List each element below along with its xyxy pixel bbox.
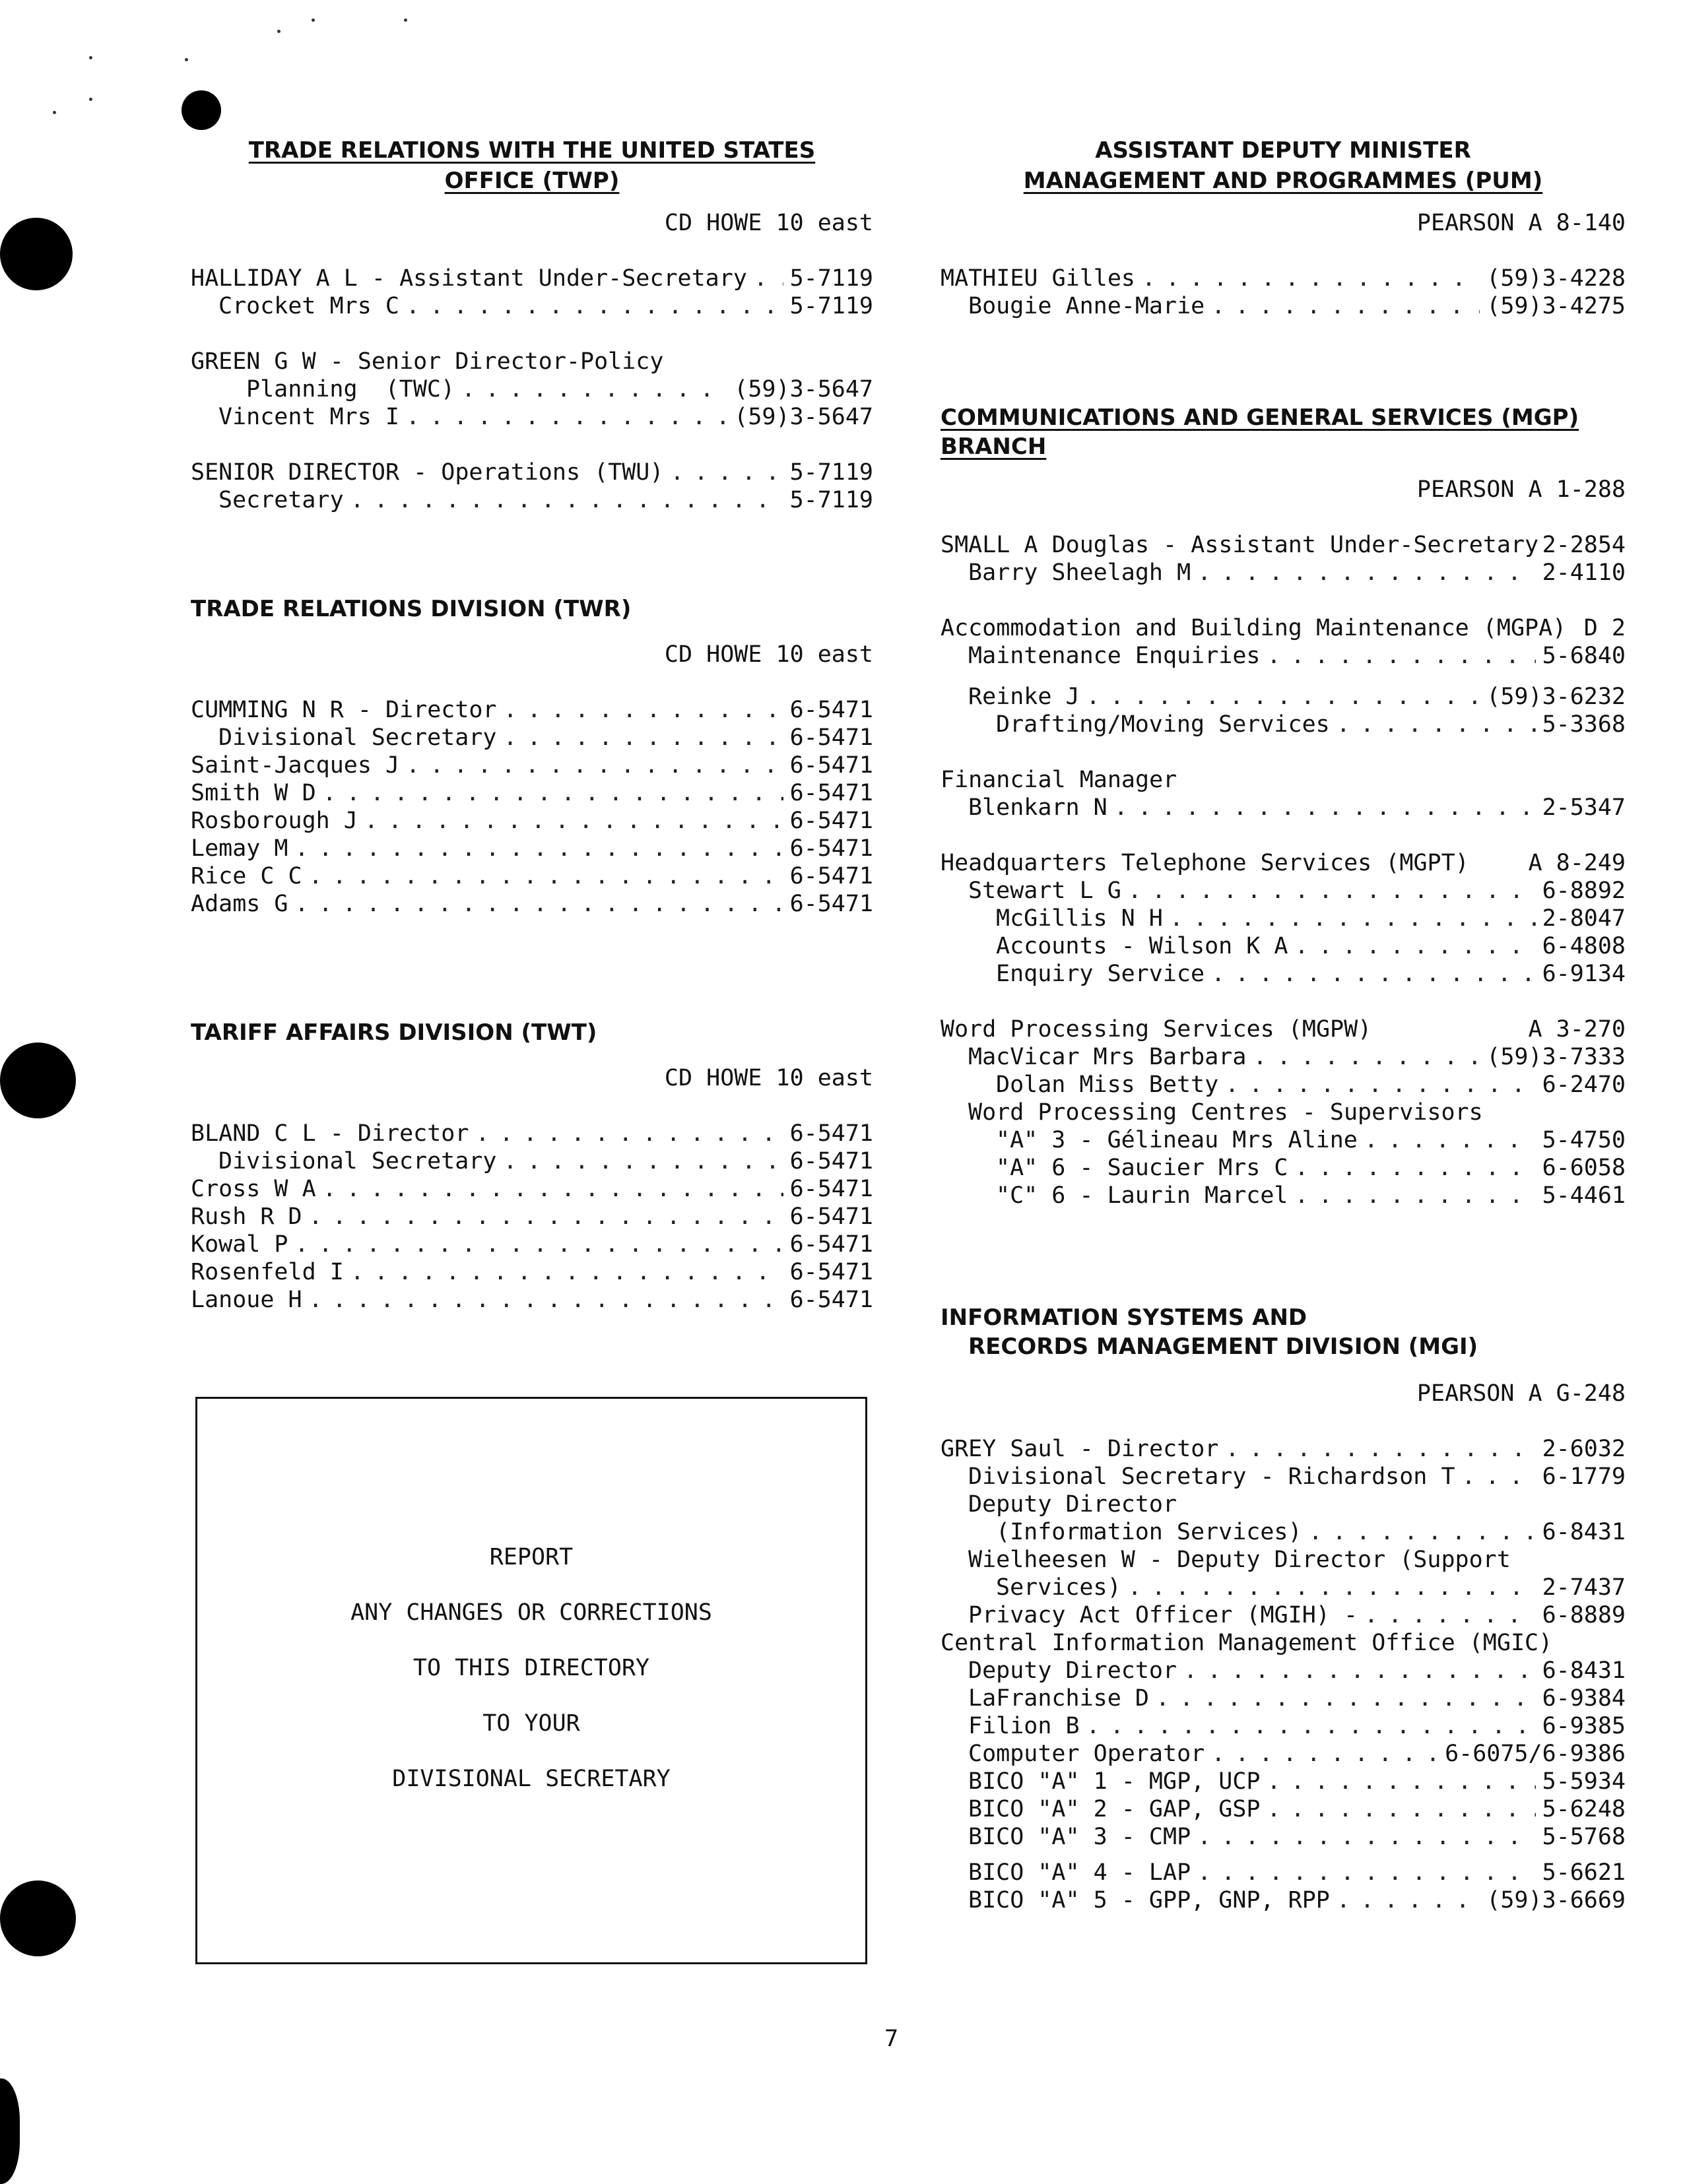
entry-name: Saint-Jacques J <box>191 752 400 779</box>
scan-speck <box>404 18 407 22</box>
phone-number: 6-5471 <box>789 1287 873 1313</box>
dot-leader <box>1364 1601 1536 1629</box>
directory-entry <box>941 559 1626 587</box>
entry-group <box>191 265 873 320</box>
directory-entry <box>941 1043 1626 1071</box>
room-number: A 3-270 <box>1528 1016 1626 1043</box>
phone-number: 6-5471 <box>789 1204 873 1230</box>
dot-leader <box>1267 1795 1536 1823</box>
phone-number: 6-8892 <box>1542 878 1626 904</box>
directory-entry <box>941 960 1626 988</box>
entry-name: Crocket Mrs C <box>218 293 399 319</box>
directory-entry <box>941 614 1626 642</box>
scan-speck <box>312 18 315 22</box>
entry-name: Divisional Secretary - Richardson T <box>968 1463 1455 1490</box>
phone-number: 6-1779 <box>1542 1463 1626 1490</box>
phone-number: 6-5471 <box>789 891 873 917</box>
location: PEARSON A G-248 <box>1416 1380 1626 1407</box>
directory-entry <box>191 486 873 514</box>
phone-number: 5-4461 <box>1542 1182 1626 1209</box>
dot-leader <box>295 890 783 918</box>
notice-line: REPORT <box>489 1544 574 1570</box>
dot-leader <box>1211 960 1535 988</box>
directory-entry: GREEN G W - Senior Director-Policy <box>191 348 664 375</box>
entry-name: Computer Operator <box>968 1741 1205 1767</box>
dot-leader <box>1253 1043 1480 1071</box>
phone-number: (59)3-4275 <box>1486 293 1626 319</box>
entry-group <box>941 1435 1626 1914</box>
directory-entry <box>941 1601 1626 1629</box>
entry-name: Drafting/Moving Services <box>996 711 1330 738</box>
phone-number: 5-5934 <box>1542 1768 1626 1795</box>
entry-name: MacVicar Mrs Barbara <box>968 1044 1247 1070</box>
dot-leader <box>503 724 783 752</box>
phone-number: 6-6075/6-9386 <box>1445 1741 1626 1767</box>
section-pum <box>941 135 1626 320</box>
dot-leader <box>1156 1685 1536 1712</box>
phone-number: 6-5471 <box>789 724 873 751</box>
phone-number: 5-6840 <box>1542 643 1626 669</box>
phone-number: 6-5471 <box>789 1120 873 1147</box>
entry-name: MATHIEU Gilles <box>941 265 1136 292</box>
phone-number: 6-8889 <box>1542 1602 1626 1628</box>
phone-number: 5-7119 <box>789 487 873 513</box>
directory-entry <box>941 1859 1626 1886</box>
directory-entry <box>191 1203 873 1231</box>
entry-name: BICO "A" 4 - LAP <box>968 1859 1191 1886</box>
entry-name: BICO "A" 5 - GPP, GNP, RPP <box>968 1887 1330 1913</box>
phone-number: (59)3-6669 <box>1486 1887 1626 1913</box>
location: PEARSON A 1-288 <box>1416 476 1626 503</box>
entry-group <box>191 348 873 431</box>
entry-name: CUMMING N R - Director <box>191 697 497 723</box>
dot-leader <box>1211 1740 1438 1768</box>
directory-entry <box>941 1795 1626 1823</box>
phone-number: 6-5471 <box>789 1148 873 1174</box>
directory-entry <box>941 1015 1626 1043</box>
phone-number: 2-2854 <box>1542 532 1626 558</box>
phone-number: 2-8047 <box>1542 905 1626 932</box>
directory-entry <box>941 794 1626 821</box>
section-twp <box>191 135 873 514</box>
entry-name: Rice C C <box>191 863 302 889</box>
entry-name: BLAND C L - Director <box>191 1120 469 1147</box>
phone-number: 6-5471 <box>789 1231 873 1258</box>
punch-hole-middle <box>0 1043 76 1118</box>
phone-number: 6-5471 <box>789 1259 873 1285</box>
dot-leader <box>475 1120 783 1147</box>
dot-leader <box>323 1175 783 1203</box>
dot-leader <box>406 752 783 779</box>
phone-number: 6-4808 <box>1542 933 1626 959</box>
entry-name: Vincent Mrs I <box>218 404 399 430</box>
entry-name: LaFranchise D <box>968 1685 1149 1712</box>
phone-number: 6-6058 <box>1542 1155 1626 1181</box>
dot-leader <box>1225 1435 1535 1463</box>
directory-entry: Wielheesen W - Deputy Director (Support <box>968 1547 1511 1573</box>
location: CD HOWE 10 east <box>664 1065 873 1091</box>
directory-entry <box>941 711 1626 738</box>
dot-leader <box>1267 642 1536 670</box>
phone-number: 2-7437 <box>1542 1574 1626 1601</box>
section-title: TRADE RELATIONS DIVISION (TWR) <box>191 596 632 622</box>
dot-leader <box>1211 292 1480 320</box>
entry-name: Lanoue H <box>191 1287 302 1313</box>
section-twr <box>191 594 873 918</box>
phone-number: 6-8431 <box>1542 1657 1626 1684</box>
directory-entry <box>191 807 873 835</box>
dot-leader <box>295 835 783 862</box>
notice-line: TO YOUR <box>482 1710 580 1737</box>
location: CD HOWE 10 east <box>664 641 873 668</box>
entry-name: Cross W A <box>191 1176 316 1202</box>
directory-entry <box>941 1740 1626 1768</box>
directory-entry <box>191 1286 873 1314</box>
phone-number: 6-2470 <box>1542 1072 1626 1098</box>
dot-leader <box>1086 1712 1536 1740</box>
entry-group <box>941 766 1626 821</box>
phone-number: 6-9385 <box>1542 1713 1626 1739</box>
entry-name: BICO "A" 1 - MGP, UCP <box>968 1768 1261 1795</box>
phone-number: 5-5768 <box>1542 1824 1626 1850</box>
entry-group <box>191 459 873 514</box>
directory-entry <box>941 1574 1626 1601</box>
directory-entry: Word Processing Centres - Supervisors <box>968 1099 1483 1126</box>
page-number: 7 <box>884 2026 899 2052</box>
directory-entry <box>191 890 873 918</box>
entry-name: SENIOR DIRECTOR - Operations (TWU) <box>191 459 664 486</box>
directory-entry <box>941 1768 1626 1795</box>
directory-entry <box>191 779 873 807</box>
directory-entry <box>941 1518 1626 1546</box>
entry-name: Divisional Secretary <box>218 1148 497 1174</box>
section-title: TRADE RELATIONS WITH THE UNITED STATES OFFICE (TWP) <box>248 137 816 194</box>
directory-entry <box>941 1657 1626 1685</box>
phone-number: (59)3-7333 <box>1486 1044 1626 1070</box>
dot-leader <box>1337 711 1536 738</box>
entry-name: Divisional Secretary <box>218 724 497 751</box>
directory-entry <box>941 849 1626 877</box>
section-title: INFORMATION SYSTEMS AND RECORDS MANAGEMENT DIVISION (MGI) <box>941 1304 1478 1360</box>
room-number: A 8-249 <box>1528 850 1626 876</box>
section-title: COMMUNICATIONS AND GENERAL SERVICES (MGP) BRANCH <box>941 404 1579 460</box>
directory-entry <box>941 932 1626 960</box>
punch-hole-bottom <box>0 1880 76 1956</box>
scan-speck <box>185 58 188 61</box>
phone-number: 6-5471 <box>789 835 873 862</box>
directory-entry <box>191 835 873 862</box>
entry-group <box>941 614 1626 738</box>
left-column <box>191 135 873 1341</box>
dot-leader <box>1142 265 1480 292</box>
directory-entry <box>941 1823 1626 1851</box>
directory-entry <box>191 375 873 403</box>
section-title: ASSISTANT DEPUTY MINISTER MANAGEMENT AND PROGRAMMES (PUM) <box>1023 137 1543 194</box>
phone-number: 5-4750 <box>1542 1127 1626 1153</box>
entry-name: McGillis N H <box>996 905 1163 932</box>
notice-line: ANY CHANGES OR CORRECTIONS <box>350 1599 712 1626</box>
phone-number: 5-6248 <box>1542 1796 1626 1822</box>
phone-number: 5-7119 <box>789 265 873 292</box>
entry-name: "A" 3 - Gélineau Mrs Aline <box>996 1127 1358 1153</box>
entry-name: Kowal P <box>191 1231 288 1258</box>
directory-entry <box>941 1463 1626 1491</box>
directory-entry <box>941 1071 1626 1099</box>
phone-number: 6-5471 <box>789 752 873 779</box>
entry-name: "C" 6 - Laurin Marcel <box>996 1182 1288 1209</box>
entry-name: Enquiry Service <box>996 961 1205 987</box>
directory-entry <box>941 683 1626 711</box>
entry-name: Reinke J <box>968 684 1080 710</box>
dot-leader <box>1295 1182 1536 1209</box>
phone-number: 5-6621 <box>1542 1859 1626 1886</box>
entry-name: Filion B <box>968 1713 1080 1739</box>
dot-leader <box>309 1203 783 1231</box>
directory-entry <box>941 905 1626 932</box>
dot-leader <box>1267 1768 1536 1795</box>
entry-name: Smith W D <box>191 780 316 806</box>
directory-entry <box>941 1685 1626 1712</box>
entry-name: Maintenance Enquiries <box>968 643 1261 669</box>
dot-leader <box>1462 1463 1536 1491</box>
phone-number: 5-7119 <box>789 293 873 319</box>
notice-line: DIVISIONAL SECRETARY <box>392 1766 671 1792</box>
directory-entry <box>191 696 873 724</box>
dot-leader <box>1295 1154 1536 1182</box>
dot-leader <box>754 265 783 292</box>
directory-entry <box>941 265 1626 292</box>
phone-number: 6-9134 <box>1542 961 1626 987</box>
entry-name: Bougie Anne-Marie <box>968 293 1205 319</box>
phone-number: 6-9384 <box>1542 1685 1626 1712</box>
phone-number: (59)3-5647 <box>734 404 873 430</box>
dot-leader <box>1197 559 1535 587</box>
entry-group <box>191 1120 873 1314</box>
directory-entry <box>191 1258 873 1286</box>
entry-group <box>191 696 873 918</box>
scan-speck <box>53 111 56 114</box>
dot-leader <box>406 292 783 320</box>
directory-entry <box>191 1120 873 1147</box>
dot-leader <box>364 807 783 835</box>
phone-number: 6-5471 <box>789 697 873 723</box>
directory-entry: Financial Manager <box>941 767 1177 793</box>
dot-leader <box>1183 1657 1535 1685</box>
dot-leader <box>350 1258 783 1286</box>
entry-name: Dolan Miss Betty <box>996 1072 1219 1098</box>
directory-entry <box>191 459 873 486</box>
directory-entry <box>941 1182 1626 1209</box>
entry-name: SMALL A Douglas - Assistant Under-Secretary <box>941 532 1539 558</box>
directory-entry <box>941 1435 1626 1463</box>
phone-number: 5-7119 <box>789 459 873 486</box>
dot-leader <box>1114 794 1536 821</box>
phone-number: 2-4110 <box>1542 560 1626 586</box>
entry-name: Deputy Director <box>968 1657 1177 1684</box>
dot-leader <box>1086 683 1480 711</box>
entry-name: BICO "A" 3 - CMP <box>968 1824 1191 1850</box>
dot-leader <box>461 375 727 403</box>
entry-name: HALLIDAY A L - Assistant Under-Secretary <box>191 265 747 292</box>
phone-number: 6-5471 <box>789 1176 873 1202</box>
dot-leader <box>350 486 783 514</box>
dot-leader <box>504 696 783 724</box>
scan-speck <box>89 98 92 101</box>
entry-name: Rosenfeld I <box>191 1259 344 1285</box>
entry-name: Blenkarn N <box>968 794 1107 821</box>
phone-number: 5-3368 <box>1542 711 1626 738</box>
phone-number: 6-8431 <box>1542 1519 1626 1545</box>
entry-name: Planning (TWC) <box>246 376 455 402</box>
entry-name: "A" 6 - Saucier Mrs C <box>996 1155 1288 1181</box>
directory-entry <box>191 265 873 292</box>
entry-name: BICO "A" 2 - GAP, GSP <box>968 1796 1261 1822</box>
entry-name: Rush R D <box>191 1204 302 1230</box>
dot-leader <box>1197 1823 1535 1851</box>
phone-number: (59)3-6232 <box>1486 684 1626 710</box>
directory-entry <box>941 292 1626 320</box>
dot-leader <box>1295 932 1536 960</box>
scan-edge-mark <box>0 2078 20 2184</box>
directory-entry <box>191 724 873 752</box>
entry-name: Accommodation and Building Maintenance (MGPA) <box>941 615 1567 641</box>
directory-entry <box>941 1886 1626 1914</box>
directory-entry <box>191 1147 873 1175</box>
entry-name: Headquarters Telephone Services (MGPT) <box>941 850 1469 876</box>
dot-leader <box>323 779 783 807</box>
directory-entry <box>941 531 1626 559</box>
phone-number: 6-5471 <box>789 863 873 889</box>
dot-leader <box>1128 1574 1536 1601</box>
dot-leader <box>309 1286 783 1314</box>
section-mgi <box>941 1303 1626 1914</box>
directory-entry <box>941 1154 1626 1182</box>
notice-line: TO THIS DIRECTORY <box>413 1655 650 1681</box>
directory-entry <box>191 752 873 779</box>
entry-name: Services) <box>996 1574 1121 1601</box>
section-mgp <box>941 403 1626 1209</box>
dot-leader <box>1337 1886 1480 1914</box>
right-column <box>941 135 1626 1942</box>
punch-hole-top <box>0 218 73 290</box>
report-notice-box <box>195 1397 867 1964</box>
directory-entry: Central Information Management Office (MGIC) <box>941 1630 1553 1656</box>
dot-leader <box>295 1231 783 1258</box>
dot-leader <box>309 862 783 890</box>
dot-leader <box>1364 1126 1536 1154</box>
scan-speck <box>89 56 92 59</box>
directory-entry: Deputy Director <box>968 1491 1177 1518</box>
directory-entry <box>941 877 1626 905</box>
entry-name: Lemay M <box>191 835 288 862</box>
dot-leader <box>1309 1518 1536 1546</box>
entry-name: GREY Saul - Director <box>941 1436 1219 1462</box>
directory-entry <box>941 642 1626 670</box>
entry-group <box>941 849 1626 988</box>
section-title: TARIFF AFFAIRS DIVISION (TWT) <box>191 1019 597 1046</box>
phone-number: 6-5471 <box>789 780 873 806</box>
entry-group <box>941 531 1626 587</box>
directory-entry <box>191 1231 873 1258</box>
scan-speck <box>277 30 281 33</box>
directory-entry <box>191 862 873 890</box>
dot-leader <box>503 1147 783 1175</box>
entry-name: (Information Services) <box>996 1519 1302 1545</box>
phone-number: (59)3-5647 <box>734 376 873 402</box>
dot-leader <box>406 403 727 431</box>
entry-name: Adams G <box>191 891 288 917</box>
entry-name: Accounts - Wilson K A <box>996 933 1288 959</box>
entry-group <box>941 1015 1626 1209</box>
entry-name: Word Processing Services (MGPW) <box>941 1016 1372 1043</box>
entry-name: Privacy Act Officer (MGIH) - <box>968 1602 1358 1628</box>
room-number: D 2 <box>1583 615 1626 641</box>
dot-leader <box>670 459 783 486</box>
entry-name: Secretary <box>218 487 344 513</box>
dot-leader <box>1128 877 1536 905</box>
phone-number: 2-5347 <box>1542 794 1626 821</box>
entry-group <box>941 265 1626 320</box>
phone-number: 6-5471 <box>789 808 873 834</box>
dot-leader <box>1197 1859 1535 1886</box>
section-twt <box>191 1018 873 1314</box>
entry-name: Stewart L G <box>968 878 1121 904</box>
location: CD HOWE 10 east <box>664 210 873 236</box>
directory-entry <box>941 1712 1626 1740</box>
phone-number: (59)3-4228 <box>1486 265 1626 292</box>
entry-name: Barry Sheelagh M <box>968 560 1191 586</box>
directory-entry <box>191 1175 873 1203</box>
dot-leader <box>1225 1071 1535 1099</box>
directory-entry <box>941 1126 1626 1154</box>
scan-dot <box>182 90 221 130</box>
directory-entry <box>191 403 873 431</box>
entry-name: Rosborough J <box>191 808 358 834</box>
directory-entry <box>191 292 873 320</box>
dot-leader <box>1170 905 1536 932</box>
location: PEARSON A 8-140 <box>1416 210 1626 236</box>
phone-number: 2-6032 <box>1542 1436 1626 1462</box>
